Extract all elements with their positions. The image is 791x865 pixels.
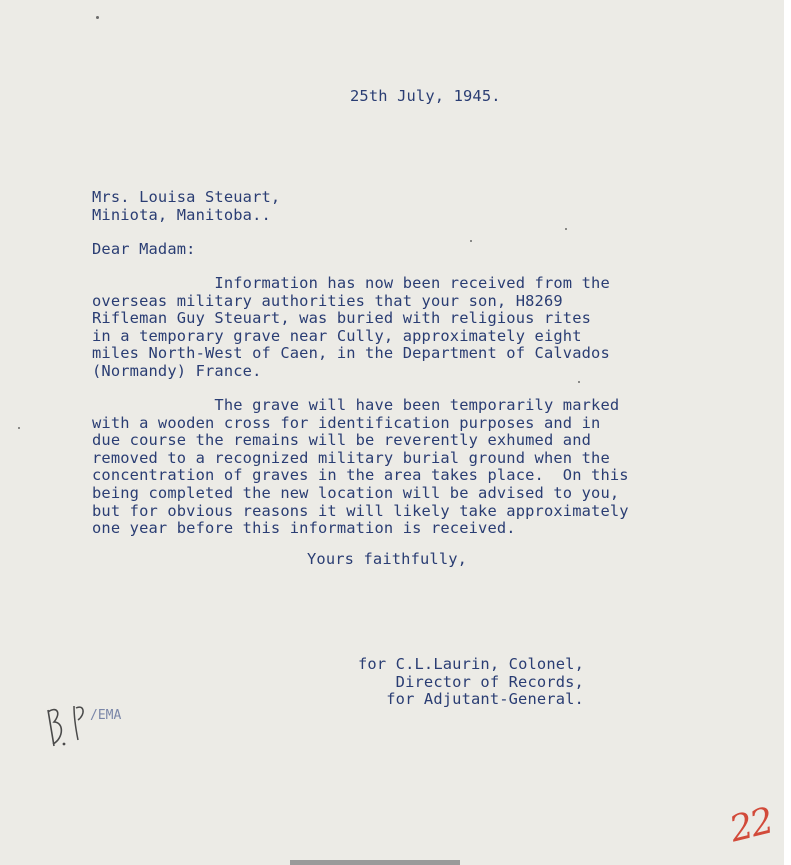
- recipient-place: Miniota, Manitoba..: [92, 205, 271, 224]
- signature-block: [358, 656, 584, 709]
- paragraph-2: [92, 397, 629, 538]
- recipient-address: [92, 189, 280, 224]
- salutation: Dear Madam:: [92, 240, 196, 258]
- signature-line: for C.L.Laurin, Colonel,: [358, 655, 584, 673]
- paragraph-2-line: The grave will have been temporarily marked: [92, 396, 620, 414]
- paragraph-1-line: Rifleman Guy Steuart, was buried with religious rites: [92, 309, 592, 328]
- scan-bottom-strip: [290, 860, 460, 865]
- folio-number: 22: [725, 800, 777, 851]
- recipient-name: Mrs. Louisa Steuart,: [92, 188, 281, 206]
- complimentary-close: Yours faithfully,: [307, 550, 468, 568]
- paragraph-2-line: one year before this information is received.: [92, 519, 516, 538]
- paragraph-2-line: concentration of graves in the area takes place. On this: [92, 466, 629, 485]
- paragraph-1-line: overseas military authorities that your son, H8269: [92, 291, 563, 310]
- paper-speck: [470, 240, 472, 242]
- paragraph-1-line: in a temporary grave near Cully, approximately eight: [92, 326, 582, 345]
- paper-speck: [578, 381, 580, 383]
- paragraph-1-line: (Normandy) France.: [92, 361, 262, 380]
- paragraph-2-line: removed to a recognized military burial ground when the: [92, 448, 610, 467]
- paper-speck: [96, 16, 99, 19]
- paragraph-2-line: but for obvious reasons it will likely take approximately: [92, 501, 629, 520]
- reference-initials: /EMA: [90, 708, 122, 723]
- paragraph-1-line: Information has now been received from the: [92, 274, 610, 292]
- paragraph-2-line: due course the remains will be reverently exhumed and: [92, 431, 592, 450]
- signature-line: Director of Records,: [367, 672, 584, 691]
- paragraph-1-line: miles North-West of Caen, in the Department of Calvados: [92, 344, 610, 363]
- letter-date: 25th July, 1945.: [350, 87, 501, 105]
- scan-edge: [784, 0, 791, 865]
- paper-speck: [565, 228, 567, 230]
- paragraph-2-line: being completed the new location will be advised to you,: [92, 483, 620, 502]
- signature-line: for Adjutant-General.: [367, 690, 584, 709]
- pencil-initials-mark: [40, 696, 102, 752]
- paragraph-1: [92, 275, 610, 381]
- paper-speck: [18, 427, 20, 429]
- paragraph-2-line: with a wooden cross for identification purposes and in: [92, 413, 601, 432]
